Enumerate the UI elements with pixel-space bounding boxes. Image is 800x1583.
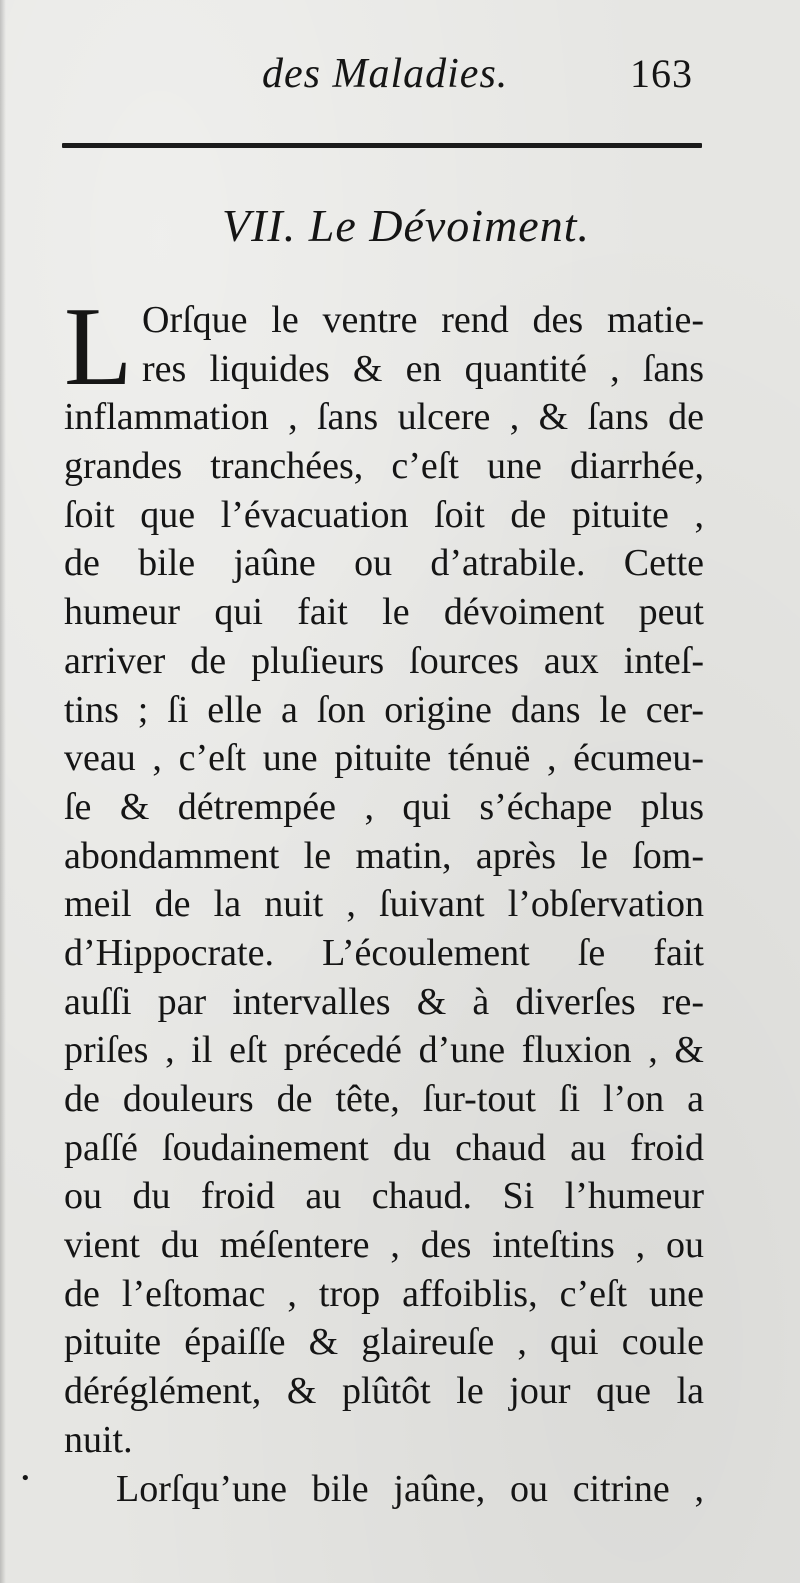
text-line: priſes , il eſt précedé d’une fluxion , & bbox=[64, 1029, 704, 1072]
text-line: humeur qui fait le dévoiment peut bbox=[64, 591, 704, 634]
running-title: des Maladies. bbox=[262, 51, 509, 97]
header-rule bbox=[62, 143, 702, 148]
text-line: veau , c’eſt une pituite ténuë , écumeu- bbox=[64, 737, 704, 780]
text-line: paſſé ſoudainement du chaud au froid bbox=[64, 1126, 704, 1169]
text-line: arriver de pluſieurs ſources aux inteſ- bbox=[64, 639, 704, 682]
text-line: vient du méſentere , des inteſtins , ou bbox=[64, 1224, 704, 1267]
text-line: déréglément, & plûtôt le jour que la bbox=[64, 1370, 704, 1413]
text-line: abondamment le matin, après le ſom- bbox=[64, 834, 704, 877]
text-line: grandes tranchées, c’eſt une diarrhée, bbox=[64, 445, 704, 488]
text-line: ſe & détrempée , qui s’échape plus bbox=[64, 785, 704, 828]
text-line: de bile jaûne ou d’atrabile. Cette bbox=[64, 542, 704, 585]
running-head bbox=[0, 40, 800, 100]
text-line: meil de la nuit , ſuivant l’obſervation bbox=[64, 883, 704, 926]
text-line: de douleurs de tête, ſur-tout ſi l’on a bbox=[64, 1078, 704, 1120]
text-line: inflammation , ſans ulcere , & ſans de bbox=[64, 396, 704, 439]
page-number: 163 bbox=[630, 51, 693, 96]
text-line: ou du froid au chaud. Si l’humeur bbox=[64, 1175, 704, 1218]
text-line: de l’eſtomac , trop affoiblis, c’eſt une bbox=[64, 1272, 704, 1315]
text-line-paragraph-end: nuit. bbox=[64, 1418, 133, 1461]
text-line: Orſque le ventre rend des matie- bbox=[142, 299, 704, 341]
text-line: auſſi par intervalles & à diverſes re- bbox=[64, 980, 704, 1023]
text-line: res liquides & en quantité , ſans bbox=[142, 347, 704, 390]
text-line: tins ; ſi elle a ſon origine dans le cer- bbox=[64, 688, 704, 731]
text-line: d’Hippocrate. L’écoulement ſe fait bbox=[64, 931, 704, 974]
text-line: ſoit que l’évacuation ſoit de pituite , bbox=[64, 493, 704, 536]
section-heading: VII. Le Dévoiment. bbox=[222, 200, 590, 251]
text-line-paragraph-start: Lorſqu’une bile jaûne, ou citrine , bbox=[116, 1467, 704, 1510]
text-line: pituite épaiſſe & glaireuſe , qui coule bbox=[64, 1321, 704, 1364]
body-text bbox=[64, 285, 704, 1513]
margin-mark: • bbox=[20, 1468, 31, 1489]
drop-cap: L bbox=[64, 285, 133, 409]
